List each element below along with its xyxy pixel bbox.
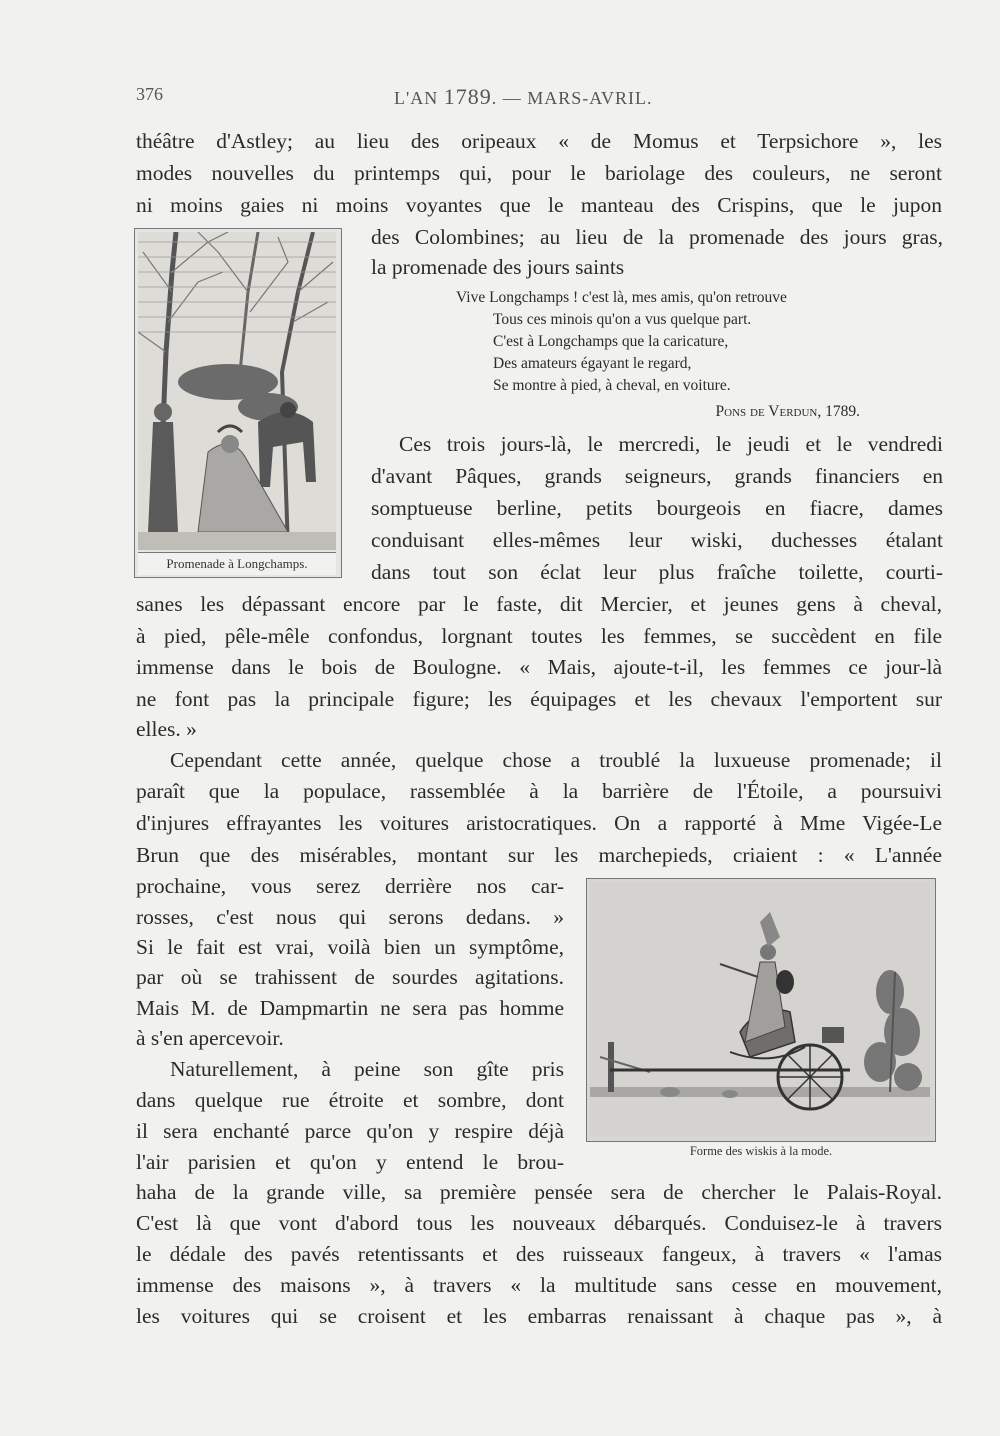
body-line: ne font pas la principale figure; les équipages et les chevaux l'emportent sur <box>136 687 942 711</box>
verse-line: C'est à Longchamps que la caricature, <box>493 333 729 350</box>
body-line: C'est là que vont d'abord tous les nouveaux débarqués. Conduisez-le à travers <box>136 1211 942 1235</box>
body-line: à pied, pêle-mêle confondus, lorgnant toutes les femmes, se succèdent en file <box>136 624 942 648</box>
verse-quotation <box>456 287 896 423</box>
body-line: ni moins gaies ni moins voyantes que le manteau des Crispins, que le jupon <box>136 193 942 217</box>
promenade-engraving <box>134 228 342 578</box>
body-line: d'injures effrayantes les voitures aristocratiques. On a rapporté à Mme Vigée-Le <box>136 811 942 835</box>
body-line: Mais M. de Dampmartin ne sera pas homme <box>136 996 564 1020</box>
verse-line: Vive Longchamps ! c'est là, mes amis, qu'on retrouve <box>456 289 787 306</box>
promenade-caption: Promenade à Longchamps. <box>138 552 336 575</box>
body-line: somptueuse berline, petits bourgeois en fiacre, dames <box>371 496 943 520</box>
running-title-prefix: L'AN <box>394 88 444 108</box>
body-line: dans quelque rue étroite et sombre, dont <box>136 1088 564 1112</box>
wiski-illustration <box>590 882 930 1136</box>
body-line: par où se trahissent de sourdes agitations. <box>136 965 564 989</box>
body-line: l'air parisien et qu'on y entend le brou- <box>136 1150 564 1174</box>
body-line: à s'en apercevoir. <box>136 1026 284 1050</box>
body-line: paraît que la populace, rassemblée à la barrière de l'Étoile, a poursuivi <box>136 779 942 803</box>
body-line: Naturellement, à peine son gîte pris <box>170 1057 564 1081</box>
running-title-year: 1789 <box>443 84 492 109</box>
body-line: immense des maisons », à travers « la multitude sans cesse en mouvement, <box>136 1273 942 1297</box>
body-line: Brun que des misérables, montant sur les marchepieds, criaient : « L'année <box>136 843 942 867</box>
body-line: modes nouvelles du printemps qui, pour le bariolage des couleurs, ne seront <box>136 161 942 185</box>
body-line: d'avant Pâques, grands seigneurs, grands financiers en <box>371 464 943 488</box>
body-line: il sera enchanté parce qu'on y respire déjà <box>136 1119 564 1143</box>
body-line: haha de la grande ville, sa première pensée sera de chercher le Palais-Royal. <box>136 1180 942 1204</box>
body-line: immense dans le bois de Boulogne. « Mais, ajoute-t-il, les femmes ce jour-là <box>136 655 942 679</box>
body-line: prochaine, vous serez derrière nos car- <box>136 874 564 898</box>
body-line: théâtre d'Astley; au lieu des oripeaux « de Momus et Terpsichore », les <box>136 129 942 153</box>
verse-attribution: Pons de Verdun, 1789. <box>715 403 860 420</box>
wiski-caption: Forme des wiskis à la mode. <box>689 1144 833 1158</box>
promenade-illustration <box>138 232 336 550</box>
body-line: le dédale des pavés retentissants et des ruisseaux fangeux, à travers « l'amas <box>136 1242 942 1266</box>
body-line: Ces trois jours-là, le mercredi, le jeudi et le vendredi <box>399 432 943 456</box>
verse-line: Se montre à pied, à cheval, en voiture. <box>493 377 731 394</box>
body-line: la promenade des jours saints <box>371 255 625 279</box>
body-line: conduisant elles-mêmes leur wiski, duchesses étalant <box>371 528 943 552</box>
body-line: des Colombines; au lieu de la promenade des jours gras, <box>371 225 943 249</box>
running-header <box>136 84 946 114</box>
body-line: elles. » <box>136 717 197 741</box>
body-line: sanes les dépassant encore par le faste, dit Mercier, et jeunes gens à cheval, <box>136 592 942 616</box>
page-number: 376 <box>136 84 163 104</box>
wiski-engraving <box>586 878 936 1142</box>
body-line: Si le fait est vrai, voilà bien un symptôme, <box>136 935 564 959</box>
verse-line: Des amateurs égayant le regard, <box>493 355 692 372</box>
running-title-suffix: . — MARS-AVRIL. <box>491 88 653 108</box>
body-line: les voitures qui se croisent et les embarras renaissant à chaque pas », à <box>136 1304 942 1328</box>
body-line: dans tout son éclat leur plus fraîche toilette, courti- <box>371 560 943 584</box>
verse-line: Tous ces minois qu'on a vus quelque part. <box>493 311 752 328</box>
body-line: Cependant cette année, quelque chose a troublé la luxueuse promenade; il <box>170 748 942 772</box>
body-line: rosses, c'est nous qui serons dedans. » <box>136 905 564 929</box>
running-title <box>394 84 652 110</box>
